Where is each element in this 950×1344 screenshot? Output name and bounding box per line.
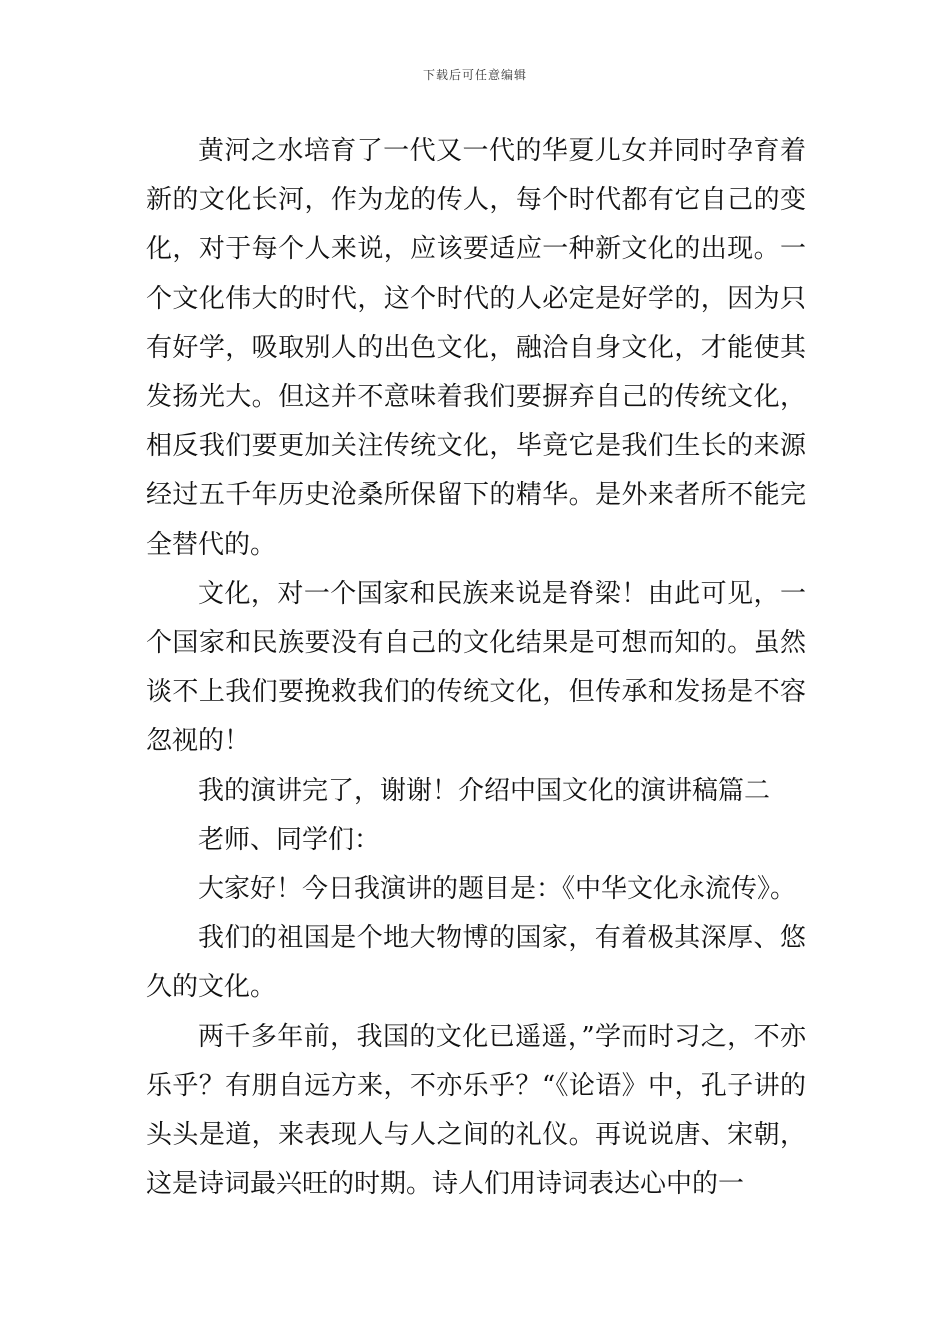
page-header: 下载后可任意编辑 bbox=[422, 68, 527, 82]
paragraph-6: 我们的祖国是个地大物博的国家，有着极其深厚、悠久的文化。 bbox=[146, 923, 806, 1003]
paragraph-4: 老师、同学们： bbox=[198, 824, 381, 855]
document-body bbox=[146, 127, 806, 1209]
paragraph-1: 黄河之水培育了一代又一代的华夏儿女并同时孕育着新的文化长河，作为龙的传人，每个时代都有它自己的变化，对于每个人来说，应该要适应一种新文化的出现。一个文化伟大的时代，这个时代的人必定是好学的，因为只有好学，吸取别人的出色文化，融洽自身文化，才能使其发扬光大。但这并不意味着我们要摒弃自己的传统文化，相反我们要更加关注传统文化，毕竟它是我们生长的来源经过五千年历史沧桑所保留下的精华。是外来者所不能完全替代的。 bbox=[146, 136, 806, 560]
paragraph-3: 我的演讲完了，谢谢！介绍中国文化的演讲稿篇二 bbox=[198, 775, 771, 806]
paragraph-7: 两千多年前，我国的文化已遥遥，”学而时习之，不亦乐乎？有朋自远方来，不亦乐乎？“《论语》中，孔子讲的头头是道，来表现人与人之间的礼仪。再说说唐、宋朝，这是诗词最兴旺的时期。诗人们用诗词表达心中的一 bbox=[146, 1021, 806, 1200]
paragraph-5: 大家好！今日我演讲的题目是：《中华文化永流传》。 bbox=[198, 874, 797, 905]
paragraph-2: 文化，对一个国家和民族来说是脊梁！由此可见，一个国家和民族要没有自己的文化结果是可想而知的。虽然谈不上我们要挽救我们的传统文化，但传承和发扬是不容忽视的！ bbox=[146, 578, 806, 757]
